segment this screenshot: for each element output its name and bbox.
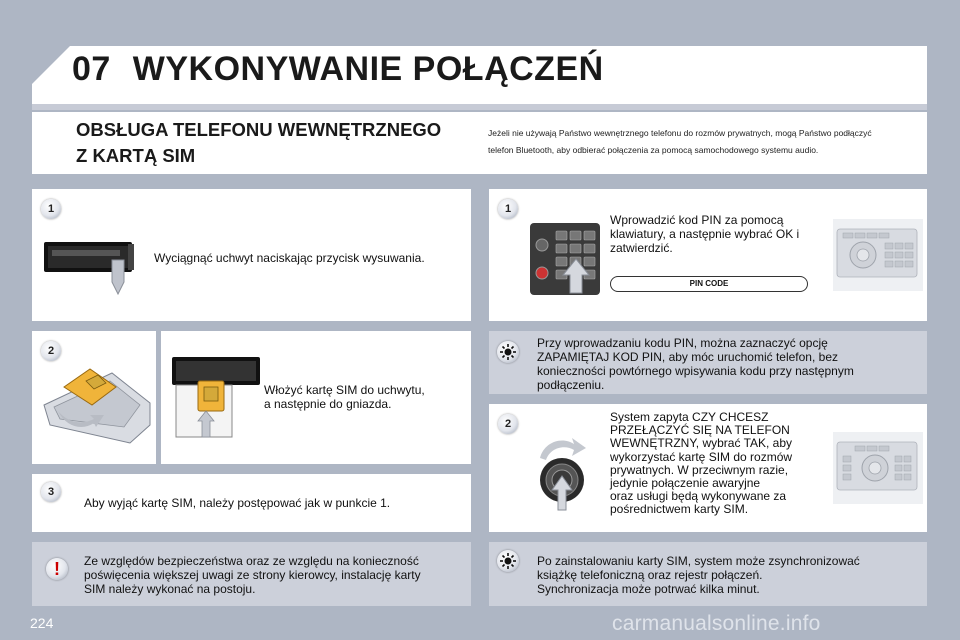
tip1-line3: konieczności powtórnego wpisywania kodu przy następnym: [537, 364, 854, 378]
left-step3-text: Aby wyjąć kartę SIM, należy postępować jak w punkcie 1.: [84, 496, 391, 510]
tip2-line3: Synchronizacja może potrwać kilka minut.: [537, 582, 760, 596]
left-step1-text: Wyciągnąć uchwyt naciskając przycisk wysuwania.: [154, 251, 425, 265]
pin-code-button[interactable]: PIN CODE: [610, 276, 808, 292]
right-step2-text: [610, 411, 830, 517]
right-step2-line5: prywatnych. W przeciwnym razie,: [610, 462, 789, 477]
sim-holder-image: [44, 242, 136, 296]
step-number-badge: 1: [41, 199, 61, 219]
right-step2-line2: PRZEŁĄCZYĆ SIĘ NA TELEFON: [610, 423, 790, 438]
title-band: [32, 104, 927, 110]
exclamation-icon: !: [46, 558, 68, 580]
tip1-line4: podłączeniu.: [537, 378, 605, 392]
step-number-badge: 3: [41, 482, 61, 502]
right-step2-line4: wykorzystać kartę SIM do rozmów: [610, 449, 793, 464]
sim-slot-image: [172, 357, 262, 441]
keypad-image: [530, 223, 600, 295]
step-number-badge: 1: [498, 199, 518, 219]
tip2-line1: Po zainstalowaniu karty SIM, system może zsynchronizować: [537, 554, 860, 568]
right-step1-line3: zatwierdzić.: [610, 241, 673, 255]
tip2-text: [537, 554, 922, 596]
tip1-line2: ZAPAMIĘTAJ KOD PIN, aby móc uruchomić telefon, bez: [537, 350, 838, 364]
left-step2-line1: Włożyć kartę SIM do uchwytu,: [264, 383, 425, 397]
section-title: [76, 117, 466, 169]
intro-line1: Jeżeli nie używają Państwo wewnętrznego telefonu do rozmów prywatnych, mogą Państwo podłączyć: [488, 128, 872, 138]
sim-card-tray-image: [38, 365, 154, 445]
intro-line2: telefon Bluetooth, aby odbierać połączenia za pomocą samochodowego systemu audio.: [488, 145, 819, 155]
warning-line2: poświęcenia większej uwagi ze strony kierowcy, instalację karty: [84, 568, 421, 582]
section-title-line2: Z KARTĄ SIM: [76, 145, 196, 166]
page-title: [72, 50, 604, 89]
chapter-title: WYKONYWANIE POŁĄCZEŃ: [132, 50, 604, 88]
watermark: carmanualsonline.info: [612, 612, 821, 635]
chapter-number: 07: [72, 50, 111, 88]
left-step2-text: [264, 383, 464, 411]
warning-text: [84, 554, 469, 596]
warning-line1: Ze względów bezpieczeństwa oraz ze względu na konieczność: [84, 554, 419, 568]
audio-unit-image: [833, 432, 923, 504]
audio-unit-image: [833, 219, 923, 291]
section-title-line1: OBSŁUGA TELEFONU WEWNĘTRZNEGO: [76, 119, 442, 140]
right-step2-line3: WEWNĘTRZNY, wybrać TAK, aby: [610, 436, 793, 451]
lightbulb-icon: [497, 341, 519, 363]
tip1-text: [537, 336, 922, 392]
step-number-badge: 2: [41, 341, 61, 361]
right-step2-line6: jedynie połączenie awaryjne: [610, 476, 761, 491]
right-step2-line1: System zapyta CZY CHCESZ: [610, 410, 769, 424]
page-number: 224: [30, 615, 54, 631]
rotary-knob-image: [530, 430, 590, 512]
right-step2-line8: pośrednictwem karty SIM.: [610, 502, 749, 517]
right-step2-line7: oraz usługi będą wykonywane za: [610, 489, 787, 504]
right-step1-line2: klawiatury, a następnie wybrać OK i: [610, 227, 800, 241]
tip1-line1: Przy wprowadzaniu kodu PIN, można zaznaczyć opcję: [537, 336, 828, 350]
left-step2-line2: a następnie do gniazda.: [264, 397, 392, 411]
tip2-line2: książkę telefoniczną oraz rejestr połączeń.: [537, 568, 763, 582]
warning-line3: SIM należy wykonać na postoju.: [84, 582, 256, 596]
right-step1-text: [610, 213, 830, 255]
step-number-badge: 2: [498, 414, 518, 434]
lightbulb-icon: [497, 550, 519, 572]
right-step1-line1: Wprowadzić kod PIN za pomocą: [610, 213, 784, 227]
section-intro: [488, 125, 923, 159]
